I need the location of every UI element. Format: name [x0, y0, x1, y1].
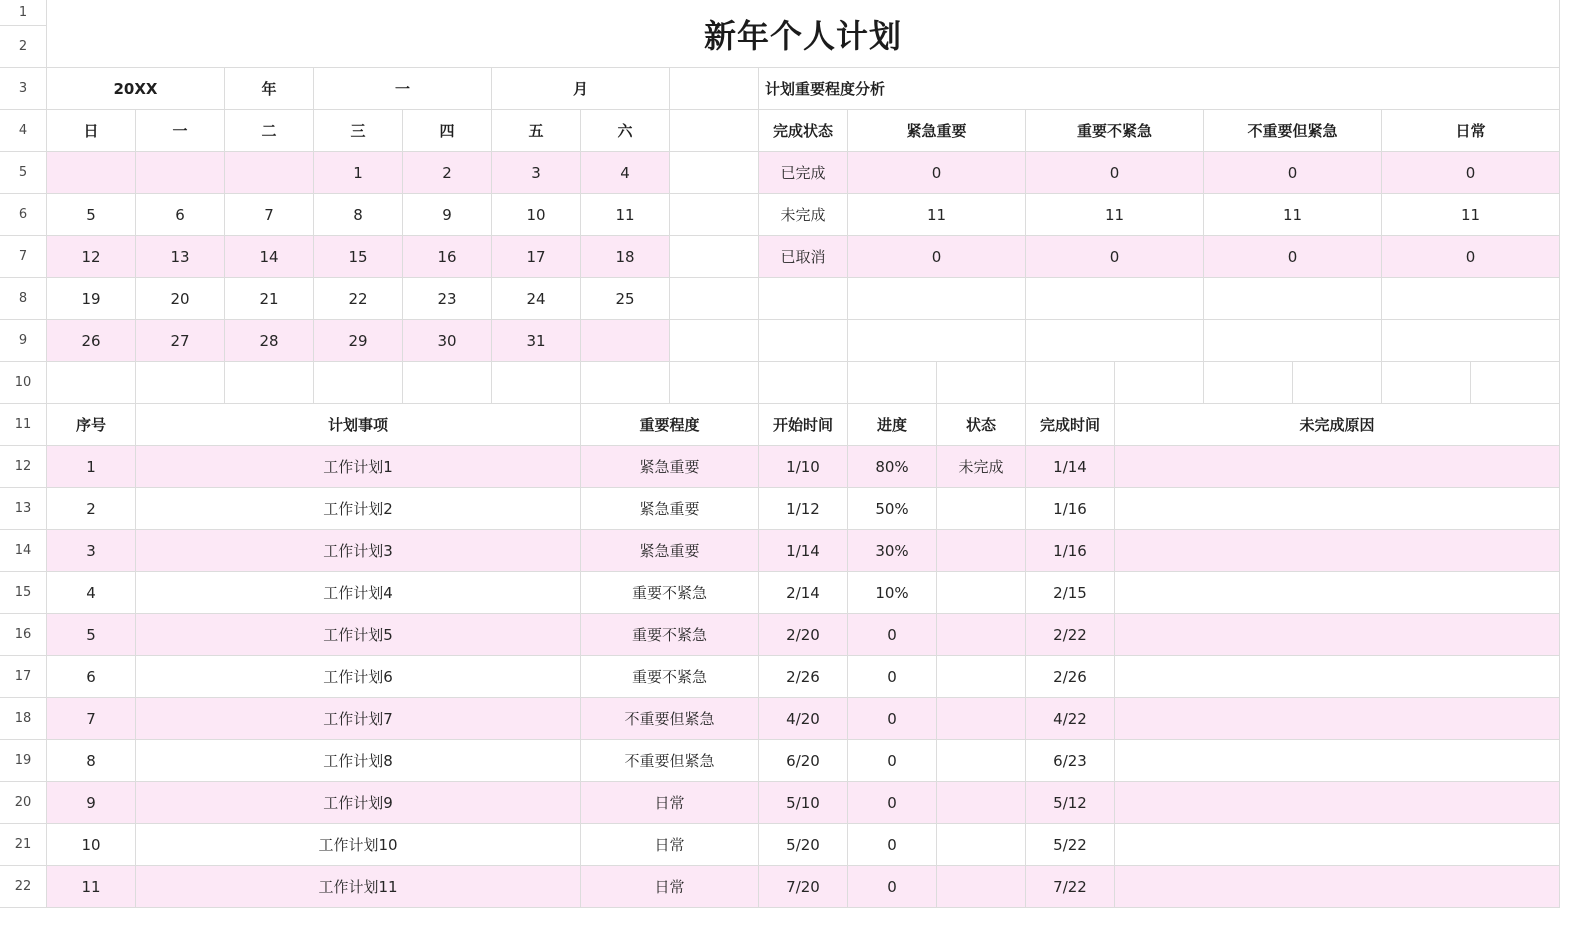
plan-cell[interactable]: 不重要但紧急 — [581, 698, 759, 740]
row-header[interactable]: 1 — [0, 0, 47, 26]
plan-cell[interactable]: 工作计划9 — [136, 782, 581, 824]
plan-cell[interactable]: 0 — [848, 614, 937, 656]
calendar-day[interactable]: 26 — [47, 320, 136, 362]
plan-cell[interactable]: 6/23 — [1026, 740, 1115, 782]
analysis-cell[interactable]: 已完成 — [759, 152, 848, 194]
row-header[interactable]: 3 — [0, 68, 47, 110]
plan-cell[interactable]: 紧急重要 — [581, 530, 759, 572]
plan-cell[interactable]: 5 — [47, 614, 136, 656]
calendar-year[interactable]: 20XX — [47, 68, 225, 110]
plan-cell[interactable]: 工作计划3 — [136, 530, 581, 572]
calendar-day[interactable]: 13 — [136, 236, 225, 278]
plan-cell[interactable]: 工作计划4 — [136, 572, 581, 614]
plan-cell[interactable]: 工作计划1 — [136, 446, 581, 488]
empty-cell[interactable] — [759, 362, 848, 404]
plan-cell[interactable]: 7/22 — [1026, 866, 1115, 908]
weekday-header[interactable]: 四 — [403, 110, 492, 152]
empty-cell[interactable] — [670, 362, 759, 404]
plan-cell[interactable] — [937, 614, 1026, 656]
plan-cell[interactable] — [1115, 530, 1560, 572]
plan-cell[interactable]: 4 — [47, 572, 136, 614]
empty-cell[interactable] — [1382, 362, 1471, 404]
plan-header[interactable]: 状态 — [937, 404, 1026, 446]
row-header[interactable]: 16 — [0, 614, 47, 656]
plan-cell[interactable] — [1115, 656, 1560, 698]
plan-cell[interactable]: 5/22 — [1026, 824, 1115, 866]
calendar-day[interactable]: 12 — [47, 236, 136, 278]
row-header[interactable]: 10 — [0, 362, 47, 404]
empty-cell[interactable] — [670, 110, 759, 152]
plan-cell[interactable] — [1115, 866, 1560, 908]
plan-cell[interactable]: 7 — [47, 698, 136, 740]
plan-cell[interactable]: 1/10 — [759, 446, 848, 488]
plan-cell[interactable]: 2/15 — [1026, 572, 1115, 614]
row-header[interactable]: 13 — [0, 488, 47, 530]
plan-cell[interactable] — [937, 488, 1026, 530]
plan-cell[interactable]: 2/26 — [1026, 656, 1115, 698]
analysis-cell[interactable]: 11 — [848, 194, 1026, 236]
plan-cell[interactable] — [1115, 698, 1560, 740]
plan-cell[interactable]: 2 — [47, 488, 136, 530]
row-header[interactable]: 17 — [0, 656, 47, 698]
calendar-month-label[interactable]: 月 — [492, 68, 670, 110]
calendar-day[interactable]: 18 — [581, 236, 670, 278]
plan-cell[interactable] — [1115, 782, 1560, 824]
analysis-cell[interactable]: 0 — [1026, 236, 1204, 278]
analysis-cell[interactable]: 已取消 — [759, 236, 848, 278]
calendar-day[interactable]: 28 — [225, 320, 314, 362]
empty-cell[interactable] — [670, 152, 759, 194]
plan-cell[interactable]: 1 — [47, 446, 136, 488]
row-header[interactable]: 6 — [0, 194, 47, 236]
calendar-day[interactable]: 30 — [403, 320, 492, 362]
calendar-day[interactable]: 14 — [225, 236, 314, 278]
calendar-day[interactable]: 16 — [403, 236, 492, 278]
calendar-day[interactable]: 11 — [581, 194, 670, 236]
calendar-day[interactable]: 27 — [136, 320, 225, 362]
plan-cell[interactable]: 3 — [47, 530, 136, 572]
plan-cell[interactable]: 2/14 — [759, 572, 848, 614]
calendar-day[interactable]: 17 — [492, 236, 581, 278]
plan-cell[interactable]: 日常 — [581, 824, 759, 866]
plan-cell[interactable]: 2/20 — [759, 614, 848, 656]
empty-cell[interactable] — [1026, 278, 1204, 320]
calendar-day[interactable]: 8 — [314, 194, 403, 236]
plan-cell[interactable] — [1115, 740, 1560, 782]
plan-cell[interactable] — [1115, 572, 1560, 614]
plan-cell[interactable] — [1115, 446, 1560, 488]
plan-cell[interactable]: 2/22 — [1026, 614, 1115, 656]
calendar-day[interactable]: 25 — [581, 278, 670, 320]
analysis-cell[interactable]: 未完成 — [759, 194, 848, 236]
plan-cell[interactable]: 5/20 — [759, 824, 848, 866]
analysis-cell[interactable]: 0 — [1382, 152, 1560, 194]
weekday-header[interactable]: 三 — [314, 110, 403, 152]
plan-cell[interactable]: 1/16 — [1026, 488, 1115, 530]
calendar-day[interactable]: 9 — [403, 194, 492, 236]
empty-cell[interactable] — [670, 320, 759, 362]
calendar-day[interactable] — [136, 152, 225, 194]
plan-cell[interactable]: 1/14 — [759, 530, 848, 572]
plan-header[interactable]: 完成时间 — [1026, 404, 1115, 446]
plan-cell[interactable]: 重要不紧急 — [581, 656, 759, 698]
empty-cell[interactable] — [1204, 320, 1382, 362]
empty-cell[interactable] — [1204, 278, 1382, 320]
plan-header[interactable]: 未完成原因 — [1115, 404, 1560, 446]
weekday-header[interactable]: 五 — [492, 110, 581, 152]
calendar-year-label[interactable]: 年 — [225, 68, 314, 110]
row-header[interactable]: 19 — [0, 740, 47, 782]
plan-cell[interactable]: 1/14 — [1026, 446, 1115, 488]
plan-cell[interactable]: 80% — [848, 446, 937, 488]
plan-header[interactable]: 计划事项 — [136, 404, 581, 446]
empty-cell[interactable] — [1382, 278, 1560, 320]
analysis-header[interactable]: 重要不紧急 — [1026, 110, 1204, 152]
calendar-day[interactable] — [581, 320, 670, 362]
calendar-day[interactable] — [47, 152, 136, 194]
plan-cell[interactable]: 工作计划2 — [136, 488, 581, 530]
analysis-header[interactable]: 日常 — [1382, 110, 1560, 152]
plan-cell[interactable]: 5/12 — [1026, 782, 1115, 824]
plan-cell[interactable]: 0 — [848, 866, 937, 908]
empty-cell[interactable] — [492, 362, 581, 404]
plan-cell[interactable] — [1115, 614, 1560, 656]
plan-cell[interactable] — [937, 698, 1026, 740]
analysis-cell[interactable]: 0 — [1204, 236, 1382, 278]
plan-cell[interactable]: 4/22 — [1026, 698, 1115, 740]
empty-cell[interactable] — [670, 236, 759, 278]
row-header[interactable]: 12 — [0, 446, 47, 488]
empty-cell[interactable] — [670, 278, 759, 320]
weekday-header[interactable]: 日 — [47, 110, 136, 152]
plan-cell[interactable]: 10 — [47, 824, 136, 866]
plan-cell[interactable]: 紧急重要 — [581, 488, 759, 530]
row-header[interactable]: 20 — [0, 782, 47, 824]
plan-header[interactable]: 进度 — [848, 404, 937, 446]
row-header[interactable]: 11 — [0, 404, 47, 446]
plan-cell[interactable] — [937, 782, 1026, 824]
analysis-cell[interactable]: 11 — [1204, 194, 1382, 236]
row-header[interactable]: 9 — [0, 320, 47, 362]
analysis-header[interactable]: 不重要但紧急 — [1204, 110, 1382, 152]
empty-cell[interactable] — [47, 362, 136, 404]
weekday-header[interactable]: 二 — [225, 110, 314, 152]
analysis-cell[interactable]: 11 — [1026, 194, 1204, 236]
calendar-day[interactable]: 4 — [581, 152, 670, 194]
empty-cell[interactable] — [670, 68, 759, 110]
calendar-day[interactable]: 20 — [136, 278, 225, 320]
analysis-cell[interactable]: 11 — [1382, 194, 1560, 236]
plan-header[interactable]: 开始时间 — [759, 404, 848, 446]
calendar-day[interactable]: 31 — [492, 320, 581, 362]
plan-cell[interactable]: 1/16 — [1026, 530, 1115, 572]
empty-cell[interactable] — [581, 362, 670, 404]
plan-cell[interactable]: 0 — [848, 782, 937, 824]
plan-cell[interactable]: 重要不紧急 — [581, 614, 759, 656]
empty-cell[interactable] — [1471, 362, 1560, 404]
analysis-cell[interactable]: 0 — [848, 236, 1026, 278]
plan-cell[interactable]: 11 — [47, 866, 136, 908]
plan-cell[interactable]: 紧急重要 — [581, 446, 759, 488]
row-header[interactable]: 22 — [0, 866, 47, 908]
plan-cell[interactable] — [937, 866, 1026, 908]
analysis-header[interactable]: 紧急重要 — [848, 110, 1026, 152]
calendar-day[interactable]: 24 — [492, 278, 581, 320]
row-header[interactable]: 5 — [0, 152, 47, 194]
empty-cell[interactable] — [136, 362, 225, 404]
empty-cell[interactable] — [1026, 362, 1115, 404]
empty-cell[interactable] — [1382, 320, 1560, 362]
calendar-day[interactable]: 29 — [314, 320, 403, 362]
empty-cell[interactable] — [314, 362, 403, 404]
plan-cell[interactable] — [937, 530, 1026, 572]
row-header[interactable]: 2 — [0, 26, 47, 68]
empty-cell[interactable] — [1026, 320, 1204, 362]
plan-header[interactable]: 重要程度 — [581, 404, 759, 446]
plan-cell[interactable] — [1115, 824, 1560, 866]
calendar-day[interactable]: 7 — [225, 194, 314, 236]
calendar-day[interactable]: 23 — [403, 278, 492, 320]
empty-cell[interactable] — [759, 320, 848, 362]
row-header[interactable]: 8 — [0, 278, 47, 320]
plan-cell[interactable] — [937, 656, 1026, 698]
plan-cell[interactable]: 0 — [848, 698, 937, 740]
calendar-day[interactable]: 19 — [47, 278, 136, 320]
plan-cell[interactable]: 工作计划8 — [136, 740, 581, 782]
empty-cell[interactable] — [670, 194, 759, 236]
plan-cell[interactable]: 8 — [47, 740, 136, 782]
plan-cell[interactable]: 10% — [848, 572, 937, 614]
plan-cell[interactable]: 工作计划6 — [136, 656, 581, 698]
plan-cell[interactable]: 5/10 — [759, 782, 848, 824]
analysis-cell[interactable]: 0 — [1382, 236, 1560, 278]
row-header[interactable]: 15 — [0, 572, 47, 614]
calendar-day[interactable]: 10 — [492, 194, 581, 236]
plan-cell[interactable]: 1/12 — [759, 488, 848, 530]
analysis-cell[interactable]: 0 — [1026, 152, 1204, 194]
calendar-day[interactable]: 22 — [314, 278, 403, 320]
calendar-day[interactable]: 15 — [314, 236, 403, 278]
weekday-header[interactable]: 一 — [136, 110, 225, 152]
plan-cell[interactable]: 50% — [848, 488, 937, 530]
plan-cell[interactable]: 工作计划7 — [136, 698, 581, 740]
empty-cell[interactable] — [403, 362, 492, 404]
plan-cell[interactable] — [937, 572, 1026, 614]
plan-cell[interactable] — [937, 824, 1026, 866]
plan-cell[interactable]: 不重要但紧急 — [581, 740, 759, 782]
empty-cell[interactable] — [848, 362, 937, 404]
plan-cell[interactable]: 工作计划11 — [136, 866, 581, 908]
plan-cell[interactable]: 0 — [848, 656, 937, 698]
empty-cell[interactable] — [225, 362, 314, 404]
calendar-month[interactable]: 一 — [314, 68, 492, 110]
plan-cell[interactable] — [937, 740, 1026, 782]
plan-cell[interactable] — [1115, 488, 1560, 530]
plan-cell[interactable]: 2/26 — [759, 656, 848, 698]
empty-cell[interactable] — [937, 362, 1026, 404]
plan-cell[interactable]: 日常 — [581, 782, 759, 824]
row-header[interactable]: 7 — [0, 236, 47, 278]
row-header[interactable]: 18 — [0, 698, 47, 740]
analysis-cell[interactable]: 0 — [848, 152, 1026, 194]
calendar-day[interactable]: 21 — [225, 278, 314, 320]
plan-cell[interactable]: 9 — [47, 782, 136, 824]
empty-cell[interactable] — [1115, 362, 1204, 404]
calendar-day[interactable]: 6 — [136, 194, 225, 236]
row-header[interactable]: 4 — [0, 110, 47, 152]
plan-cell[interactable]: 重要不紧急 — [581, 572, 759, 614]
empty-cell[interactable] — [848, 320, 1026, 362]
calendar-day[interactable]: 1 — [314, 152, 403, 194]
empty-cell[interactable] — [1293, 362, 1382, 404]
plan-cell[interactable]: 4/20 — [759, 698, 848, 740]
plan-cell[interactable]: 工作计划10 — [136, 824, 581, 866]
row-header[interactable]: 21 — [0, 824, 47, 866]
plan-cell[interactable]: 工作计划5 — [136, 614, 581, 656]
plan-header[interactable]: 序号 — [47, 404, 136, 446]
plan-cell[interactable]: 日常 — [581, 866, 759, 908]
empty-cell[interactable] — [1204, 362, 1293, 404]
plan-cell[interactable]: 0 — [848, 740, 937, 782]
weekday-header[interactable]: 六 — [581, 110, 670, 152]
calendar-day[interactable] — [225, 152, 314, 194]
analysis-cell[interactable]: 0 — [1204, 152, 1382, 194]
empty-cell[interactable] — [759, 278, 848, 320]
plan-cell[interactable]: 未完成 — [937, 446, 1026, 488]
row-header[interactable]: 14 — [0, 530, 47, 572]
analysis-header[interactable]: 完成状态 — [759, 110, 848, 152]
analysis-title[interactable]: 计划重要程度分析 — [759, 68, 1560, 110]
calendar-day[interactable]: 5 — [47, 194, 136, 236]
plan-cell[interactable]: 30% — [848, 530, 937, 572]
plan-cell[interactable]: 0 — [848, 824, 937, 866]
plan-cell[interactable]: 6 — [47, 656, 136, 698]
plan-cell[interactable]: 7/20 — [759, 866, 848, 908]
calendar-day[interactable]: 3 — [492, 152, 581, 194]
plan-cell[interactable]: 6/20 — [759, 740, 848, 782]
sheet-title[interactable]: 新年个人计划 — [47, 0, 1560, 68]
empty-cell[interactable] — [848, 278, 1026, 320]
calendar-day[interactable]: 2 — [403, 152, 492, 194]
